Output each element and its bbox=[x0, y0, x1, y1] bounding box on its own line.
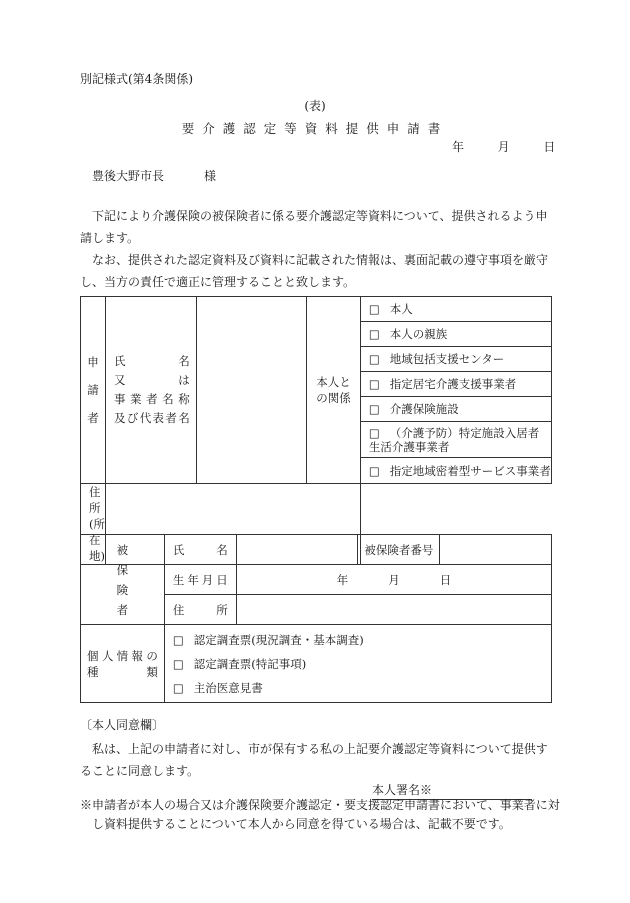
relation-option-care-facility[interactable]: □ 介護保険施設 bbox=[360, 397, 551, 422]
insured-address-field[interactable] bbox=[236, 595, 551, 625]
insured-side-label: 被 保 険 者 bbox=[81, 535, 165, 625]
date-year: 年 bbox=[452, 140, 465, 154]
checkbox[interactable]: □ bbox=[368, 352, 380, 366]
relation-option-specified-facility[interactable]: □ （介護予防）特定施設入居者生活介護事業者 bbox=[360, 422, 551, 458]
checkbox[interactable]: □ bbox=[368, 377, 380, 391]
insured-name-label: 氏 名 bbox=[164, 535, 236, 565]
signature-label: 本人署名※ bbox=[372, 783, 433, 797]
info-option-survey-special[interactable]: □ 認定調査票(特記事項) bbox=[173, 652, 551, 676]
insured-table bbox=[80, 534, 552, 703]
relation-option-relative[interactable]: □ 本人の親族 bbox=[360, 322, 551, 347]
checkbox[interactable]: □ bbox=[368, 327, 380, 341]
insured-number-label: 被保険者番号 bbox=[358, 535, 440, 565]
insured-name-field[interactable] bbox=[236, 535, 358, 565]
addressee bbox=[92, 167, 216, 184]
insured-number-field[interactable] bbox=[440, 535, 552, 565]
addressee-honorific: 様 bbox=[204, 169, 217, 183]
compliance-paragraph: なお、提供された認定資料及び資料に記載された情報は、裏面記載の遵守事項を厳守し、当方の責任で適正に管理することと致します。 bbox=[80, 253, 549, 289]
relation-option-community-center[interactable]: □ 地域包括支援センター bbox=[360, 347, 551, 372]
birth-month: 月 bbox=[388, 572, 400, 587]
page-title: 要介護認定等資料提供申請書 bbox=[181, 121, 449, 136]
relation-option-care-support[interactable]: □ 指定居宅介護支援事業者 bbox=[360, 372, 551, 397]
date-day: 日 bbox=[543, 140, 556, 154]
consent-text: 私は、上記の申請者に対し、市が保有する私の上記要介護認定等資料について提供することに同意します。 bbox=[80, 742, 548, 778]
date-line bbox=[452, 138, 555, 155]
footnote: ※申請者が本人の場合又は介護保険要介護認定・要支援認定申請書において、事業者に対し資料提供することについて本人から同意を得ている場合は、記載不要です。 bbox=[80, 798, 560, 831]
applicant-table bbox=[80, 296, 552, 565]
relation-option-self[interactable]: □ 本人 bbox=[360, 297, 551, 322]
birth-year: 年 bbox=[336, 572, 349, 587]
checkbox[interactable]: □ bbox=[172, 656, 184, 671]
side-indicator: (表) bbox=[304, 99, 326, 113]
personal-info-label: 個人情報の 種 類 bbox=[81, 625, 165, 703]
checkbox[interactable]: □ bbox=[368, 402, 380, 416]
addressee-name: 豊後大野市長 bbox=[92, 169, 165, 183]
insured-address-label: 住 所 bbox=[164, 595, 236, 625]
personal-info-options bbox=[164, 625, 551, 703]
date-month: 月 bbox=[497, 140, 510, 154]
checkbox[interactable]: □ bbox=[172, 632, 184, 647]
applicant-name-label: 氏 名 又 は 事業者名称 及び代表者名 bbox=[106, 297, 197, 484]
applicant-address-label: 住所(所在地) bbox=[81, 484, 106, 565]
checkbox[interactable]: □ bbox=[172, 680, 184, 695]
birth-date-field[interactable] bbox=[236, 565, 551, 595]
checkbox[interactable]: □ bbox=[368, 425, 380, 440]
applicant-name-field[interactable] bbox=[196, 297, 306, 484]
checkbox[interactable]: □ bbox=[368, 302, 380, 316]
consent-heading: 〔本人同意欄〕 bbox=[80, 718, 165, 732]
applicant-side-label: 申 請 者 bbox=[81, 297, 106, 484]
info-option-physician-opinion[interactable]: □ 主治医意見書 bbox=[173, 676, 551, 700]
form-label: 別記様式(第4条関係) bbox=[80, 72, 193, 86]
checkbox[interactable]: □ bbox=[368, 463, 380, 478]
birth-day: 日 bbox=[439, 572, 452, 587]
relation-option-community-service[interactable]: □ 指定地域密着型サービス事業者 bbox=[360, 458, 551, 484]
relation-label: 本人と の関係 bbox=[307, 297, 361, 484]
info-option-survey-basic[interactable]: □ 認定調査票(現況調査・基本調査) bbox=[173, 628, 551, 652]
intro-paragraph: 下記により介護保険の被保険者に係る要介護認定等資料について、提供されるよう申請します。 bbox=[80, 209, 548, 245]
birth-date-label: 生年月日 bbox=[164, 565, 236, 595]
